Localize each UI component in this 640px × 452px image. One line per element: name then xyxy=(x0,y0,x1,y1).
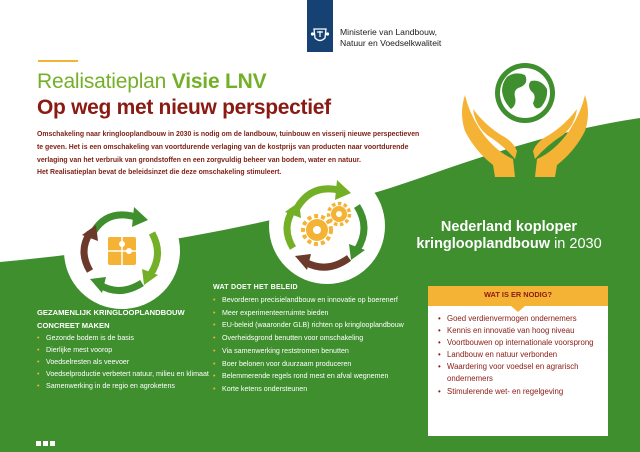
needed-heading-pointer xyxy=(511,306,525,312)
list-item-text: Belemmerende regels rond mest en afval wegnemen xyxy=(222,372,389,381)
page-title-part2: Visie LNV xyxy=(171,70,267,93)
list-item xyxy=(37,369,222,381)
bullet-icon: • xyxy=(213,346,216,355)
cycle-circle-puzzle xyxy=(64,193,180,309)
ministry-name-line2: Natuur en Voedselkwaliteit xyxy=(340,38,442,48)
bullet-icon: • xyxy=(213,321,216,330)
list-item-text: Voedselproductie verbetert natuur, milieu en klimaat xyxy=(46,369,209,378)
page-title xyxy=(37,70,266,94)
list-item xyxy=(438,337,606,349)
needed-box xyxy=(428,286,608,436)
crest-icon xyxy=(308,26,332,48)
gears-cycle-icon xyxy=(269,168,385,284)
hands-globe-icon xyxy=(455,55,595,180)
intro-paragraph-1: Omschakeling naar kringlooplandbouw in 2030 is nodig om de landbouw, tuinbouw en visserij nieuwe perspectieven te geven. Het is een omschakeling van voortdurende verlaging van de kostprijs van producten naar voortdurende verlaging van het verbruik van grondstoffen en een zorgvuldig beheer van bodem, water en natuur. xyxy=(37,131,420,164)
title-accent-line xyxy=(38,60,78,62)
bullet-icon: • xyxy=(438,314,441,323)
footer-dots xyxy=(36,433,57,451)
left-heading-line1: GEZAMENLIJK KRINGLOOPLANDBOUW xyxy=(37,308,185,317)
bullet-icon: • xyxy=(438,338,441,348)
footer-dot xyxy=(43,441,48,446)
list-item-text: Waardering voor voedsel en agrarisch ondernemers xyxy=(447,362,579,384)
list-item xyxy=(213,383,428,396)
bullet-icon: • xyxy=(438,386,441,396)
koploper-heading xyxy=(414,219,604,253)
list-item-text: Meer experimenteerruimte bieden xyxy=(222,308,329,317)
bullet-icon: • xyxy=(213,372,216,381)
list-item-text: Boer belonen voor duurzaam produceren xyxy=(222,359,352,368)
list-item xyxy=(213,358,428,371)
bullet-icon: • xyxy=(213,308,216,317)
koploper-line1: Nederland koploper xyxy=(440,219,578,235)
list-item xyxy=(438,386,606,398)
list-item-text: Landbouw en natuur verbonden xyxy=(447,350,558,360)
bullet-icon: • xyxy=(438,326,441,336)
list-item-text: Overheidsgrond benutten voor omschakeling xyxy=(222,334,364,343)
bullet-icon: • xyxy=(438,350,441,360)
list-item xyxy=(213,319,428,332)
ministry-name-line1: Ministerie van Landbouw, xyxy=(340,27,437,37)
circular-arrows-icon xyxy=(64,193,180,309)
bullet-icon: • xyxy=(37,334,40,342)
bullet-icon: • xyxy=(37,357,40,366)
page-subtitle: Op weg met nieuw perspectief xyxy=(37,96,331,119)
crest-icon-svg xyxy=(310,26,330,44)
left-heading-line2: CONCREET MAKEN xyxy=(37,321,110,330)
list-item xyxy=(213,370,428,383)
bullet-icon: • xyxy=(213,384,216,393)
list-item xyxy=(37,345,222,357)
list-item-text: Bevorderen precisielandbouw en innovatie op boerenerf xyxy=(222,296,398,304)
ministry-name xyxy=(340,27,441,49)
left-column-heading xyxy=(37,306,185,332)
list-item-text: Samenwerking in de regio en agroketens xyxy=(46,381,175,390)
koploper-line2-text: kringlooplandbouw xyxy=(416,236,551,252)
bullet-icon: • xyxy=(438,362,441,372)
middle-column-list xyxy=(213,294,428,396)
list-item-text: EU-beleid (waaronder GLB) richten op kringlooplandbouw xyxy=(222,321,404,330)
koploper-year: in 2030 xyxy=(550,236,602,252)
list-item xyxy=(438,313,606,325)
list-item xyxy=(213,345,428,358)
bullet-icon: • xyxy=(37,381,40,390)
bullet-icon: • xyxy=(37,345,40,354)
footer-dot xyxy=(50,441,55,446)
list-item xyxy=(438,349,606,361)
koploper-line2 xyxy=(414,236,604,253)
list-item-text: Korte ketens ondersteunen xyxy=(222,384,308,393)
bullet-icon: • xyxy=(213,334,216,343)
list-item-text: Kennis en innovatie van hoog niveau xyxy=(447,326,575,336)
list-item xyxy=(213,332,428,345)
list-item-text: Voedselresten als veevoer xyxy=(46,357,130,366)
cycle-circle-gears xyxy=(269,168,385,284)
list-item xyxy=(438,325,606,337)
list-item xyxy=(37,357,222,369)
bullet-icon: • xyxy=(37,369,40,378)
intro-paragraph-2: Het Realisatieplan bevat de beleidsinzet die deze omschakeling stimuleert. xyxy=(37,169,282,177)
page-title-part1: Realisatieplan xyxy=(37,70,172,93)
list-item-text: Stimulerende wet- en regelgeving xyxy=(447,386,564,396)
list-item xyxy=(37,333,222,345)
needed-list xyxy=(438,313,606,398)
list-item-text: Voortbouwen op internationale voorsprong xyxy=(447,338,594,348)
bullet-icon: • xyxy=(213,296,216,304)
middle-column-heading: WAT DOET HET BELEID xyxy=(213,283,298,291)
left-column-list xyxy=(37,333,222,393)
list-item xyxy=(213,294,428,307)
list-item-text: Dierlijke mest voorop xyxy=(46,345,113,354)
footer-dot xyxy=(36,441,41,446)
list-item-text: Via samenwerking reststromen benutten xyxy=(222,346,349,355)
list-item xyxy=(213,307,428,320)
bullet-icon: • xyxy=(213,359,216,368)
needed-heading: WAT IS ER NODIG? xyxy=(428,286,608,306)
list-item-text: Goed verdienvermogen ondernemers xyxy=(447,314,577,323)
list-item xyxy=(438,361,606,385)
list-item-text: Gezonde bodem is de basis xyxy=(46,334,134,342)
list-item xyxy=(37,381,222,393)
